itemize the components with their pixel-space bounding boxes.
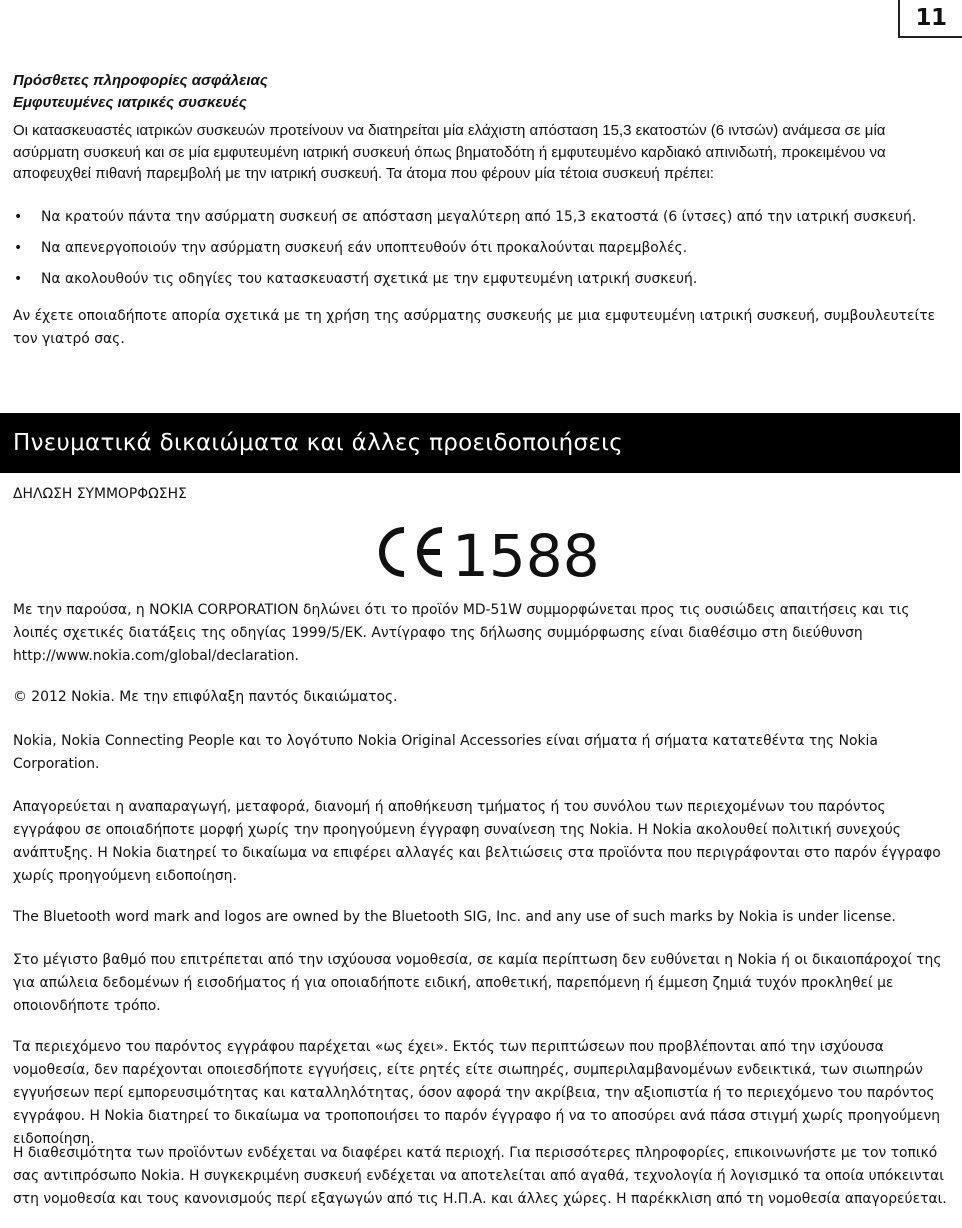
list-item — [13, 237, 948, 260]
bluetooth-text: The Bluetooth word mark and logos are owned by the Bluetooth SIG, Inc. and any use of such marks by Nokia is under license. — [13, 909, 896, 925]
ce-mark-logo — [374, 522, 600, 590]
declaration-text: Με την παρούσα, η NOKIA CORPORATION δηλώνει ότι το προϊόν MD-51W συμμορφώνεται προς τις ουσιώδεις απαιτήσεις και τις λοιπές σχετικές διατάξεις της οδηγίας 1999/5/EK. Αντίγραφο της δήλωσης συμμόρφωσης είναι διαθέσιμο στη διεύθυνση http://www.nokia.com/global/declaration. — [13, 602, 910, 664]
safety-section — [13, 70, 948, 351]
medical-devices-subheading: Εμφυτευμένες ιατρικές συσκευές — [13, 94, 247, 111]
reproduction-text: Απαγορεύεται η αναπαραγωγή, μεταφορά, διανομή ή αποθήκευση τμήματος ή του συνόλου των περιεχομένων του παρόντος εγγράφου σε οποιαδήποτε μορφή χωρίς την προηγούμενη έγγραφη συναίνεση της Nokia. Η Nokia ακολουθεί πολιτική συνεχούς ανάπτυξης. Η Nokia διατηρεί το δικαίωμα να επιφέρει αλλαγές και βελτιώσεις στα προϊόντα που περιγράφονται στο παρόν έγγραφο χωρίς προηγούμενη ειδοποίηση. — [13, 799, 941, 884]
safety-heading: Πρόσθετες πληροφορίες ασφάλειας — [13, 72, 268, 89]
bullet-icon: • — [14, 270, 23, 287]
declaration-heading: ΔΗΛΩΣΗ ΣΥΜΜΟΡΦΩΣΗΣ — [13, 486, 187, 502]
medical-devices-paragraph: Οι κατασκευαστές ιατρικών συσκευών προτείνουν να διατηρείται μία ελάχιστη απόσταση 15,3 εκατοστών (6 ιντσών) ανάμεσα σε μία ασύρματη συσκευή και σε μία εμφυτευμένη ιατρική συσκευή όπως βηματοδότη ή εμφυτευμένο καρδιακό απινιδωτή, προκειμένου να αποφευχθεί πιθανή παρεμβολή με την ιατρική συσκευή. Τα άτομα που φέρουν μία τέτοια συσκευή πρέπει: — [13, 122, 886, 182]
section-title-bar — [0, 413, 960, 473]
trademarks-text: Nokia, Nokia Connecting People και το λογότυπο Nokia Original Accessories είναι σήματα ή σήματα κατατεθέντα της Nokia Corporation. — [13, 733, 878, 772]
list-item-text: Να απενεργοποιούν την ασύρματη συσκευή εάν υποπτευθούν ότι προκαλούνται παρεμβολές. — [41, 239, 688, 256]
safety-closing: Αν έχετε οποιαδήποτε απορία σχετικά με τη χρήση της ασύρματης συσκευής με μια εμφυτευμένη ιατρική συσκευή, συμβουλευτείτε τον γιατρό σας. — [13, 307, 936, 347]
section-title: Πνευματικά δικαιώματα και άλλες προειδοποιήσεις — [13, 430, 624, 456]
list-item — [13, 268, 948, 291]
availability-text: Η διαθεσιμότητα των προϊόντων ενδέχεται να διαφέρει κατά περιοχή. Για περισσότερες πληροφορίες, επικοινωνήστε με τον τοπικό σας αντιπρόσωπο Nokia. Η συγκεκριμένη συσκευή ενδέχεται να αποτελείται από αγαθά, τεχνολογία ή λογισμικό τα οποία υπόκεινται στη νομοθεσία και τους κανονισμούς περί εξαγωγών από τις Η.Π.Α. και άλλες χώρες. Η παρέκκλιση από τη νομοθεσία απαγορεύεται. — [13, 1145, 947, 1207]
bullet-icon: • — [14, 208, 23, 225]
list-item-text: Να κρατούν πάντα την ασύρματη συσκευή σε απόσταση μεγαλύτερη από 15,3 εκατοστά (6 ίντσες) από την ιατρική συσκευή. — [41, 208, 917, 225]
copyright-line: © 2012 Nokia. Με την επιφύλαξη παντός δικαιώματος. — [13, 689, 398, 705]
ce-notified-body-number: 1588 — [452, 522, 600, 590]
instructions-list — [13, 206, 948, 291]
list-item — [13, 206, 948, 229]
as-is-text: Τα περιεχόμενο του παρόντος εγγράφου παρέχεται «ως έχει». Εκτός των περιπτώσεων που προβλέπονται από την ισχύουσα νομοθεσία, δεν παρέχονται οποιεσδήποτε εγγυήσεις, είτε ρητές είτε σιωπηρές, συμπεριλαμβανομένων ενδεικτικά, των σιωπηρών εγγυήσεων περί εμπορευσιμότητας και καταλληλότητας, όσον αφορά την ακρίβεια, την αξιοπιστία ή το περιεχόμενο του παρόντος εγγράφου. Η Nokia διατηρεί το δικαίωμα να τροποποιήσει το παρόν έγγραφο ή να το αποσύρει ανά πάσα στιγμή χωρίς προηγούμενη ειδοποίηση. — [13, 1039, 941, 1147]
bullet-icon: • — [14, 239, 23, 256]
list-item-text: Να ακολουθούν τις οδηγίες του κατασκευαστή σχετικά με την εμφυτευμένη ιατρική συσκευή. — [41, 270, 698, 287]
ce-c-shape — [382, 530, 404, 574]
liability-text: Στο μέγιστο βαθμό που επιτρέπεται από την ισχύουσα νομοθεσία, σε καμία περίπτωση δεν ευθύνεται η Nokia ή οι δικαιοπάροχοί της για απώλεια δεδομένων ή εισοδήματος ή για οποιαδήποτε ειδική, αποθετική, παρεπόμενη ή έμμεση ζημιά τυχόν προκληθεί με οποιονδήποτε τρόπο. — [13, 952, 942, 1014]
page-number: 11 — [898, 0, 962, 38]
